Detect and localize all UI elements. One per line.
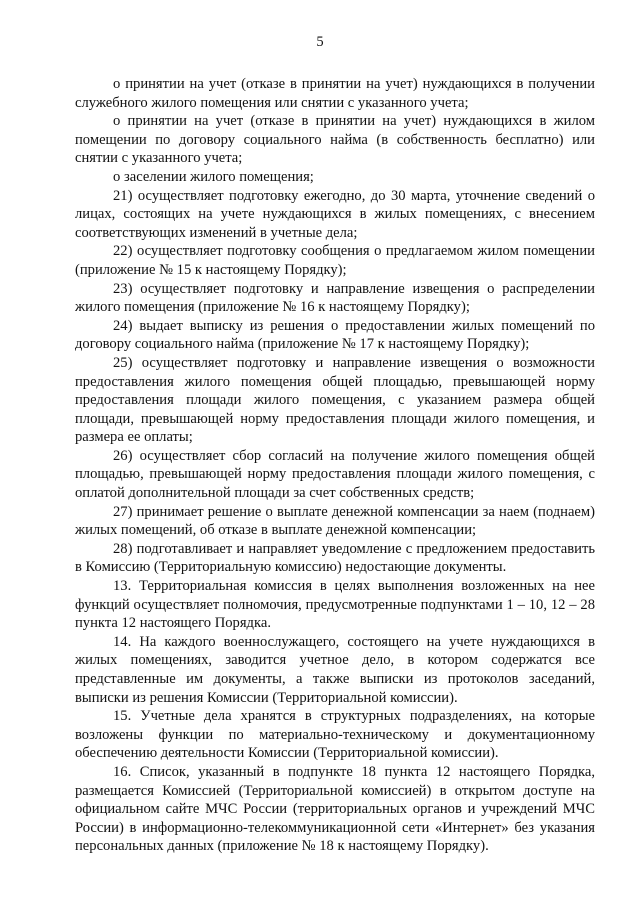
page-number: 5 (316, 34, 324, 50)
paragraph: 25) осуществляет подготовку и направление извещения о возможности предоставления жилого помещения общей площадью, превышающей норму предоставления площади жилого помещения, с указанием размера общей площади, превышающей норму предоставления площади жилого помещения, и размера ее оплаты; (75, 354, 595, 446)
paragraph: 21) осуществляет подготовку ежегодно, до 30 марта, уточнение сведений о лицах, состоящих на учете нуждающихся в жилых помещениях, с внесением соответствующих изменений в учетные дела; (75, 187, 595, 241)
paragraph: о принятии на учет (отказе в принятии на учет) нуждающихся в получении служебного жилого помещения или снятии с указанного учета; (75, 76, 595, 111)
paragraph: о принятии на учет (отказе в принятии на учет) нуждающихся в жилом помещении по договору социального найма (в собственность бесплатно) или снятии с указанного учета; (75, 113, 595, 167)
paragraph: 13. Территориальная комиссия в целях выполнения возложенных на нее функций осуществляет полномочия, предусмотренные подпунктами 1 – 10, 12 – 28 пункта 12 настоящего Порядка. (75, 578, 595, 632)
paragraph: 14. На каждого военнослужащего, состоящего на учете нуждающихся в жилых помещениях, заводится учетное дело, в котором содержатся все представленные им документы, а также выписки из протоколов заседаний, выписки из решения Комиссии (Территориальной комиссии). (75, 633, 595, 706)
paragraph: о заселении жилого помещения; (113, 168, 314, 185)
paragraph: 28) подготавливает и направляет уведомление с предложением предоставить в Комиссию (Территориальную комиссию) недостающие документы. (75, 540, 595, 576)
paragraph: 26) осуществляет сбор согласий на получение жилого помещения общей площадью, превышающей норму предоставления площади жилого помещения, с оплатой дополнительной площади за счет собственных средств; (75, 447, 595, 502)
paragraph: 23) осуществляет подготовку и направление извещения о распределении жилого помещения (приложение № 16 к настоящему Порядку); (75, 280, 595, 316)
paragraph: 22) осуществляет подготовку сообщения о предлагаемом жилом помещении (приложение № 15 к настоящему Порядку); (75, 243, 595, 278)
paragraph: 15. Учетные дела хранятся в структурных подразделениях, на которые возложены функции по материально-техническому и документационному обеспечению деятельности Комиссии (Территориальной комиссии). (75, 708, 595, 762)
document-body (75, 75, 595, 856)
paragraph: 16. Список, указанный в подпункте 18 пункта 12 настоящего Порядка, размещается Комиссией (Территориальной комиссией) в открытом доступе на официальном сайте МЧС России (территориальных органов и учреждений МЧС России) в информационно-телекоммуникационной сети «Интернет» без указания персональных данных (приложение № 18 к настоящему Порядку). (75, 763, 595, 855)
paragraph: 24) выдает выписку из решения о предоставлении жилых помещений по договору социального найма (приложение № 17 к настоящему Порядку); (75, 317, 595, 353)
paragraph: 27) принимает решение о выплате денежной компенсации за наем (поднаем) жилых помещений, об отказе в выплате денежной компенсации; (75, 503, 595, 539)
